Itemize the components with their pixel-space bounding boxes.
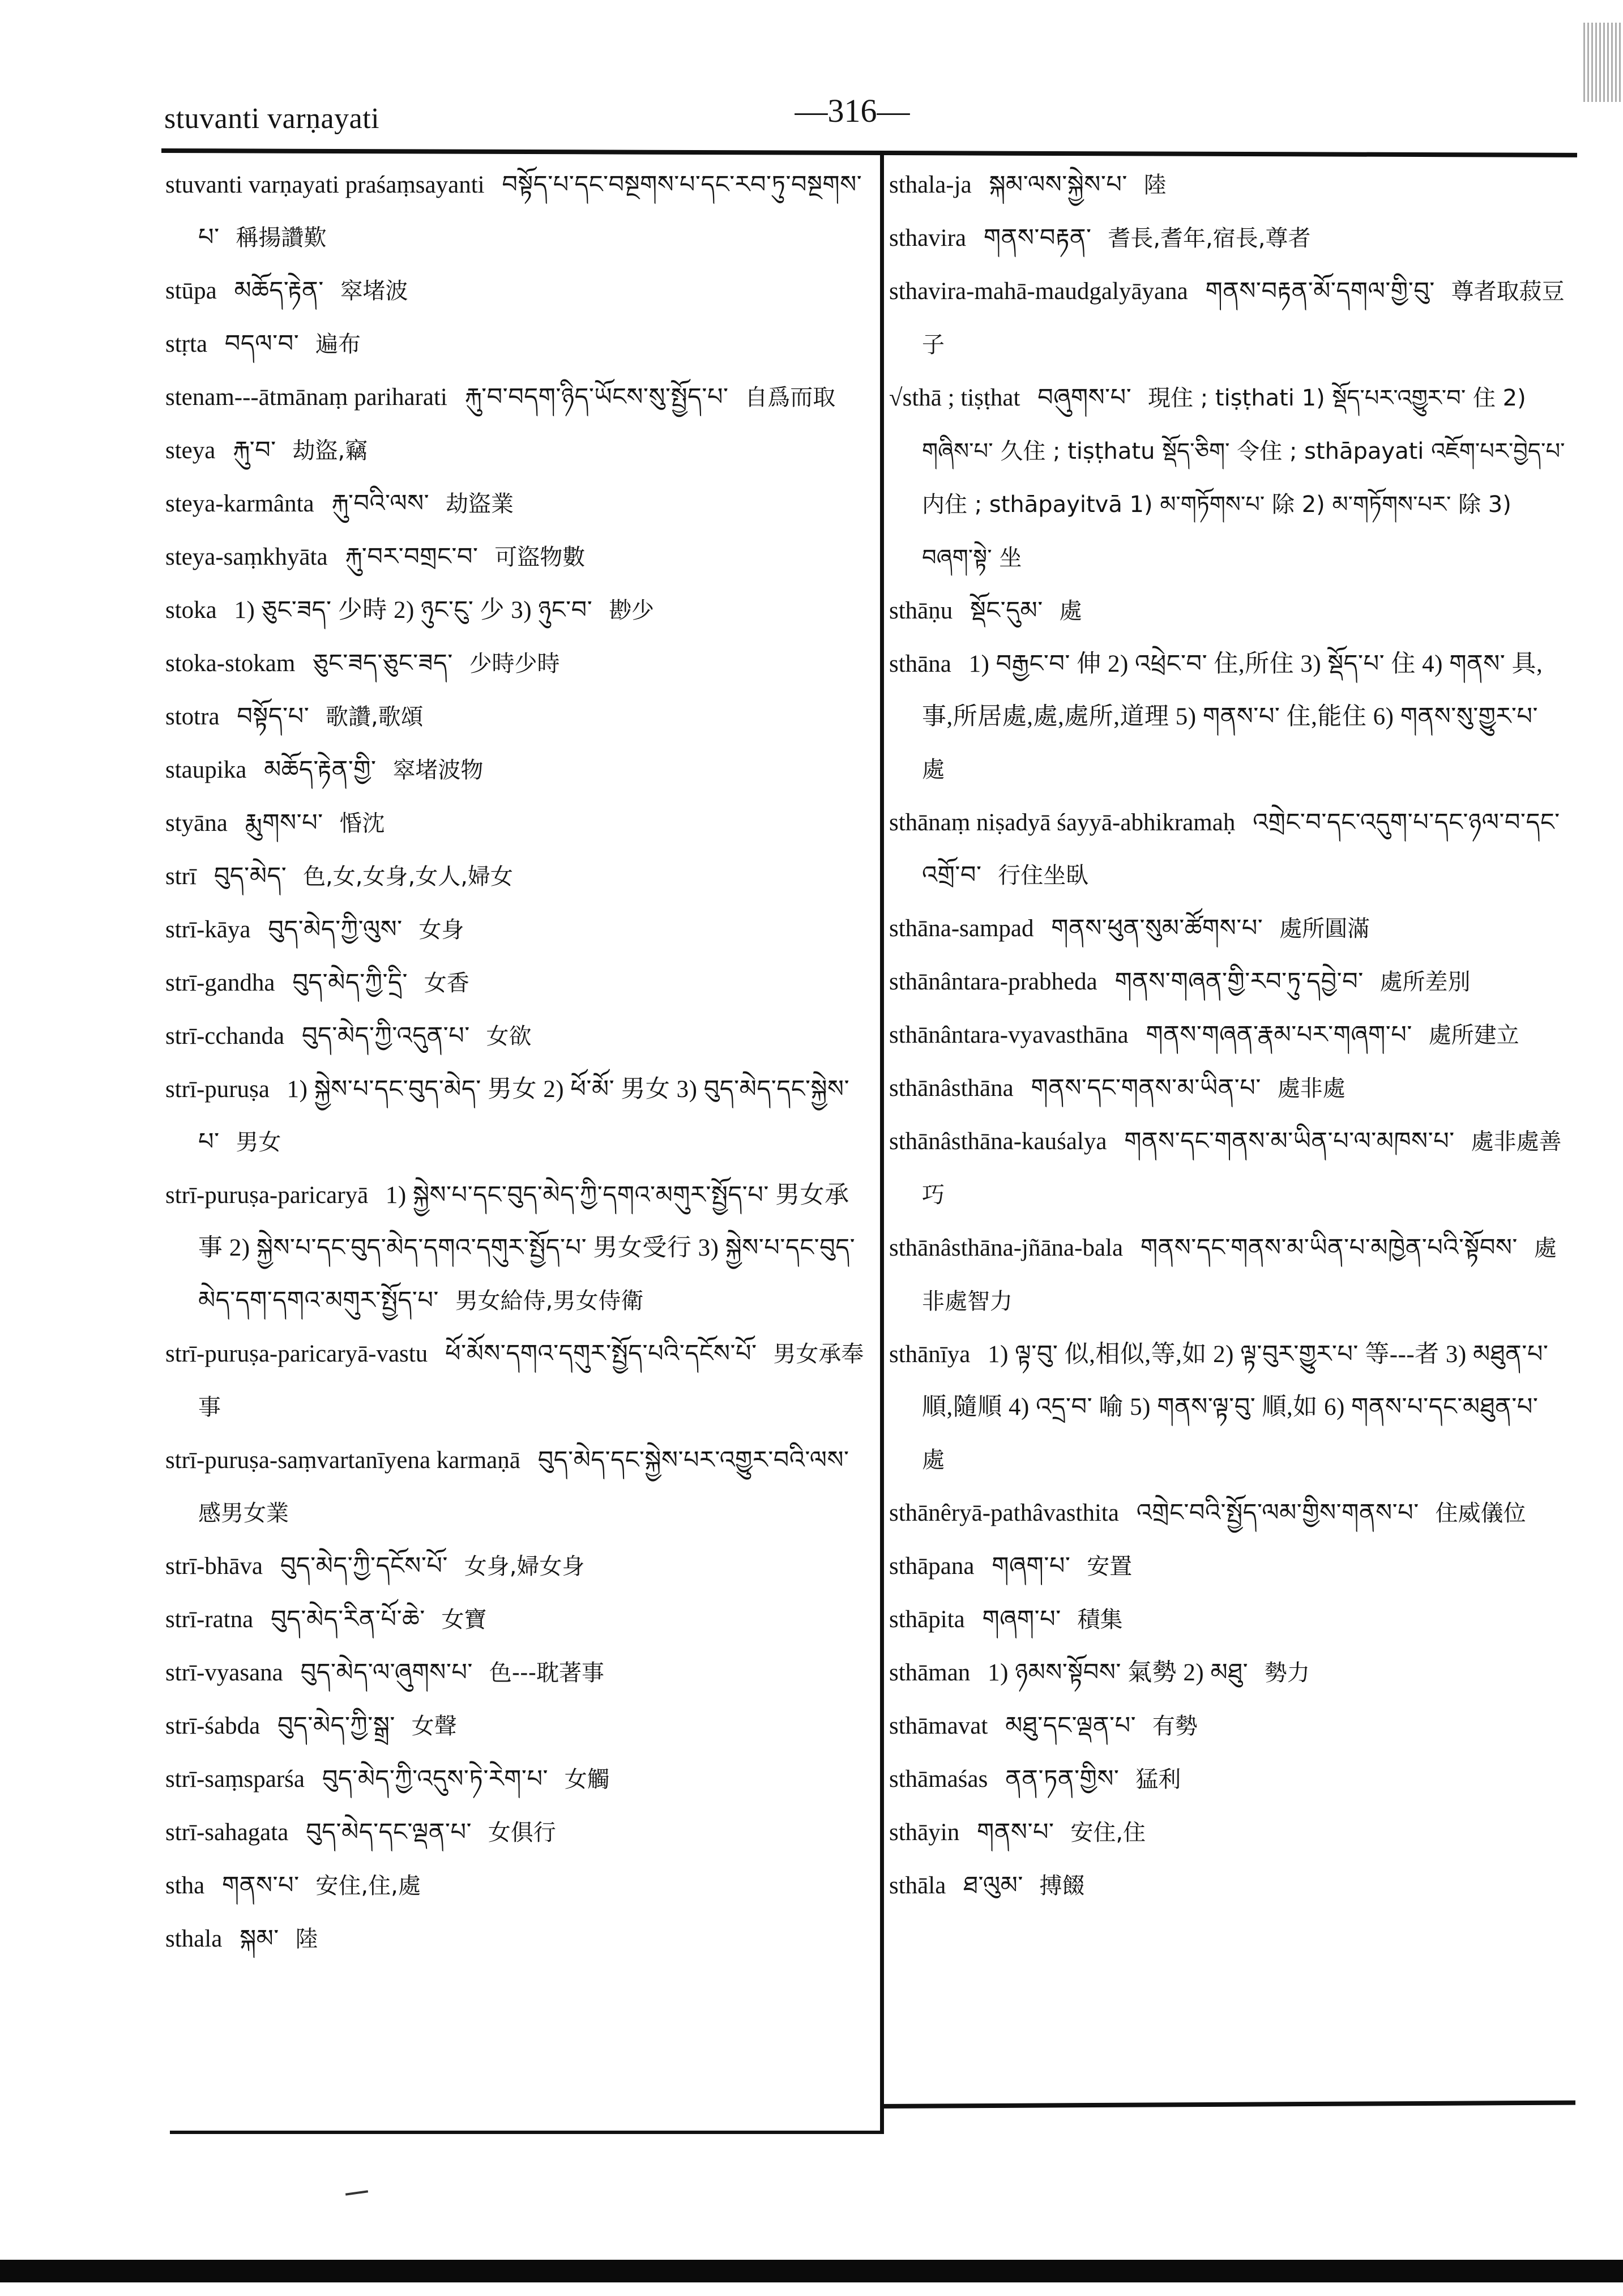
header-rule [161,148,1577,157]
chinese-gloss: 耆長,耆年,宿長,尊者 [1108,225,1311,251]
chinese-gloss: 男女給侍,男女侍衛 [455,1288,644,1314]
headword: strī-puruṣa-paricaryā-vastu [165,1341,428,1367]
chinese-gloss: 處所建立 [1428,1022,1519,1048]
dictionary-entry [889,1806,1569,1859]
tibetan-equivalent: གནས་དང་གནས་མ་ཡིན་པ་ལ་མཁས་པ་ [1124,1128,1455,1155]
headword: sthāna [889,651,951,677]
headword: sthāṇu [889,598,953,624]
headword: sthānêryā-pathâvasthita [889,1500,1119,1526]
chinese-gloss: 女香 [424,970,469,996]
tibetan-equivalent: 1) སྐྱེས་པ་དང་བུད་མེད་ཀྱི་དགའ་མགུར་སྤྱོད་པ་ 男女承事 2) སྐྱེས་པ་དང་བུད་མེད་དགའ་དགུར་སྤྱོད་པ་ 男女受行 3) སྐྱེས་པ་དང་བུད་མེད་དག་དགའ་མགུར་སྤྱོད་པ་ [198,1182,856,1314]
dictionary-entry [889,1328,1569,1487]
tibetan-equivalent: གནས་གཞན་གྱི་རབ་ཏུ་དབྱེ་བ་ [1114,968,1364,995]
chinese-gloss: 惛沈 [339,810,385,837]
dictionary-entry [165,371,873,424]
chinese-gloss: 處所差別 [1379,969,1471,995]
dictionary-entry [889,1859,1569,1913]
dictionary-entry [165,1913,873,1966]
headword: stuvanti varṇayati praśaṃsayanti [165,172,485,198]
chinese-gloss: 劫盜,竊 [292,438,368,464]
chinese-gloss: 處非處 [1277,1076,1346,1102]
chinese-gloss: 勢力 [1264,1660,1310,1686]
dictionary-entry [889,1646,1569,1700]
headword: strī [165,863,197,890]
chinese-gloss: 女身 [418,917,464,943]
tibetan-equivalent: མཆོད་རྟེན་གྱི་ [264,757,377,783]
dictionary-entry [889,1753,1569,1806]
chinese-gloss: 處非處善巧 [922,1129,1562,1208]
dictionary-entry [889,212,1569,265]
headword: sthala [165,1926,223,1952]
dictionary-entry [165,1328,873,1434]
tibetan-equivalent: རྐུ་བ་ [233,437,276,464]
tibetan-equivalent: གནས་གཞན་རྣམ་པར་གཞག་པ་ [1146,1022,1412,1048]
chinese-gloss: 安住,住,處 [315,1873,421,1899]
headword: stoka [165,597,217,624]
dictionary-entry [165,903,873,957]
dictionary-entry [165,957,873,1010]
chinese-gloss: 男女承奉事 [198,1341,864,1420]
chinese-gloss: 女俱行 [488,1820,556,1846]
headword: strī-sahagata [165,1819,289,1846]
tibetan-equivalent: རྐུ་བར་བགྲང་བ་ [345,544,479,570]
tibetan-equivalent: 1) ལྟ་བུ་ 似,相似,等,如 2) ལྟ་བུར་གྱུར་པ་ 等---者 3) མཐུན་པ་ 順,隨順 4) འདྲ་བ་ 喻 5) གནས་ལྟ་བུ་ 順,如 6) གནས་པ་དང་མཐུན་པ་ [922,1341,1549,1420]
chinese-gloss: 搏餟 [1039,1873,1085,1899]
headword: steya-saṃkhyāta [165,544,328,570]
tibetan-equivalent: བུད་མེད་དང་སྐྱེས་པར་འགྱུར་བའི་ལས་ [537,1447,849,1474]
dictionary-entry [889,638,1569,796]
scan-artifact [1583,23,1623,102]
headword: steya-karmânta [165,490,314,517]
chinese-gloss: 遍布 [315,331,361,357]
headword: sthānântara-vyavasthāna [889,1022,1129,1048]
chinese-gloss: 可盜物數 [494,544,586,570]
tibetan-equivalent: བདལ་བ་ [224,331,300,357]
tibetan-equivalent: གནས་བརྟན་མོ་དགལ་གྱི་བུ་ [1205,278,1435,305]
right-column [889,159,1569,1913]
chinese-gloss: 窣堵波物 [392,757,484,783]
tibetan-equivalent: བུད་མེད་དང་ལྡན་པ་ [306,1819,472,1846]
headword: strī-śabda [165,1713,260,1739]
headword: strī-puruṣa-saṃvartanīyena karmaṇā [165,1447,520,1474]
headword: stenam---ātmānaṃ pariharati [165,384,447,411]
chinese-gloss: 稱揚讚歎 [236,225,327,251]
chinese-gloss: 處 [1059,598,1082,624]
chinese-gloss: 尊者取菽豆子 [922,279,1565,358]
tibetan-equivalent: གནས་པ་ [976,1819,1054,1846]
tibetan-equivalent: བུད་མེད་ཀྱི་ལུས་ [268,916,403,943]
chinese-gloss: 處所圓滿 [1279,916,1370,942]
headword: sthāna-sampad [889,915,1034,942]
left-column [165,159,873,1966]
dictionary-entry [165,318,873,371]
chinese-gloss: 少時少時 [469,651,560,677]
dictionary-entry [165,1434,873,1540]
dictionary-entry [889,265,1569,372]
chinese-gloss: 猛利 [1135,1766,1181,1793]
chinese-gloss: 自爲而取 [745,385,836,411]
headword: sthānâsthāna-kauśalya [889,1128,1107,1155]
dictionary-entry [889,1115,1569,1222]
dictionary-entry [889,1062,1569,1115]
tibetan-equivalent: ཐ་ལུམ་ [963,1872,1023,1899]
headword: sthāpita [889,1606,965,1633]
dictionary-entry [889,1700,1569,1753]
headword: stha [165,1872,205,1899]
tibetan-equivalent: བུད་མེད་ཀྱི་སྒྲ་ [277,1713,395,1739]
tibetan-equivalent: ནན་ཏན་གྱིས་ [1005,1766,1120,1793]
chinese-gloss: 感男女業 [198,1500,289,1526]
dictionary-entry [889,1009,1569,1062]
headword: sthānântara-prabheda [889,968,1097,995]
tibetan-equivalent: བཞུགས་པ་ [1037,385,1132,411]
chinese-gloss: 女觸 [564,1766,610,1793]
tibetan-equivalent: 1) བརྒྱང་བ་ 伸 2) འཕྲེང་བ་ 住,所住 3) སྡོད་པ་ 住 4) གནས་ 具,事,所居處,處,處所,道理 5) གནས་པ་ 住,能住 6) གནས་སུ་གྱུར་པ་ [922,651,1543,730]
dictionary-entry [165,477,873,531]
dictionary-entry [165,1593,873,1646]
dictionary-entry [165,1010,873,1063]
tibetan-equivalent: འགྲེང་བ་དང་འདུག་པ་དང་ཉལ་བ་དང་འགྲོ་བ་ [922,809,1560,889]
dictionary-entry [889,1487,1569,1540]
dictionary-entry [165,1806,873,1859]
tibetan-equivalent: གཞག་པ་ [992,1553,1071,1580]
headword: sthāla [889,1872,946,1899]
dictionary-entry [165,1540,873,1593]
headword: sthānâsthāna-jñāna-bala [889,1235,1124,1261]
headword: sthāpana [889,1553,975,1580]
tibetan-equivalent: རྐུ་བ་བདག་ཉིད་ཡོངས་སུ་སྤྱོད་པ་ [464,384,729,411]
tibetan-equivalent: འགྲེང་བའི་སྤྱོད་ལམ་གྱིས་གནས་པ་ [1136,1500,1419,1526]
dictionary-entry [165,1169,873,1328]
dictionary-entry [889,1222,1569,1328]
headword: staupika [165,757,247,783]
chinese-gloss: 尠少 [609,598,654,624]
dictionary-entry [889,955,1569,1009]
chinese-gloss: 陸 [1143,172,1167,198]
chinese-gloss: 處 [922,757,945,783]
tibetan-equivalent: བསྟོད་པ་དང་བསྔགས་པ་དང་རབ་ཏུ་བསྔགས་པ་ [198,172,862,251]
tibetan-equivalent: སྡོང་དུམ་ [970,598,1043,624]
headword: styāna [165,810,228,837]
dictionary-entry [165,690,873,744]
dictionary-entry [165,424,873,477]
tibetan-equivalent: མཆོད་རྟེན་ [234,278,324,304]
tibetan-equivalent: བུད་མེད་ཀྱི་འདུན་པ་ [301,1023,470,1049]
headword: strī-puruṣa-paricaryā [165,1182,369,1209]
tibetan-equivalent: རྐུ་བའི་ལས་ [331,490,430,517]
dictionary-entry [165,1753,873,1806]
headword: stoka-stokam [165,650,296,677]
chinese-gloss: 現住 ; tiṣṭhati 1) སྡོད་པར་འགྱུར་བ་ 住 2) གཞིས་པ་ 久住 ; tiṣṭhatu སྡོད་ཅིག་ 令住 ; sthāpayati འཇོག་པར་བྱེད་པ་ 内住 ; sthāpayitvā 1) མ་གཏོགས་པ་ 除 2) མ་གཏོགས་པར་ 除 3) བཞག་སྟེ་ 坐 [922,385,1565,571]
tibetan-equivalent: རྨུགས་པ་ [245,810,323,837]
chinese-gloss: 積集 [1077,1607,1123,1633]
dictionary-entry [165,1859,873,1913]
headword: strī-saṃsparśa [165,1766,305,1793]
dictionary-entry [889,902,1569,955]
tibetan-equivalent: གཞག་པ་ [982,1606,1061,1633]
chinese-gloss: 處 [922,1447,945,1473]
dictionary-entry [889,796,1569,902]
dictionary-entry [889,584,1569,638]
tibetan-equivalent: བུད་མེད་ཀྱི་འདུས་ཏེ་རེག་པ་ [322,1766,549,1793]
headword: sthāyin [889,1819,960,1846]
dictionary-entry [889,1540,1569,1593]
tibetan-equivalent: གནས་ཕུན་སུམ་ཚོགས་པ་ [1051,915,1263,942]
left-column-end-rule [170,2131,880,2134]
chinese-gloss: 劫盜業 [445,491,514,517]
headword: strī-vyasana [165,1659,283,1686]
dictionary-entry [165,1063,873,1169]
chinese-gloss: 色,女,女身,女人,婦女 [303,864,513,890]
dictionary-entry [165,584,873,637]
tibetan-equivalent: བསྟོད་པ་ [237,703,310,730]
headword: stṛta [165,331,208,357]
headword: sthavira [889,225,967,251]
tibetan-equivalent: ཕོ་མོས་དགའ་དགུར་སྤྱོད་པའི་དངོས་པོ་ [445,1341,757,1367]
chinese-gloss: 女欲 [486,1023,532,1049]
dictionary-entry [165,159,873,264]
headword: sthānâsthāna [889,1075,1014,1102]
column-divider [880,152,884,2134]
tibetan-equivalent: ཅུང་ཟད་ཅུང་ཟད་ [313,650,453,677]
chinese-gloss: 安置 [1087,1554,1133,1580]
dictionary-entry [165,744,873,797]
chinese-gloss: 女寶 [441,1607,487,1633]
dictionary-entry [165,1646,873,1700]
dictionary-entry [889,1593,1569,1646]
tibetan-equivalent: གནས་དང་གནས་མ་ཡིན་པ་ [1031,1075,1261,1102]
dictionary-entry [165,1700,873,1753]
dictionary-entry [889,159,1569,212]
chinese-gloss: 處非處智力 [922,1235,1557,1315]
headword: strī-gandha [165,970,275,996]
tibetan-equivalent: གནས་བརྟན་ [983,225,1092,251]
headword: sthānīya [889,1341,971,1368]
tibetan-equivalent: གནས་དང་གནས་མ་ཡིན་པ་མཁྱེན་པའི་སྟོབས་ [1140,1235,1518,1261]
tibetan-equivalent: སྐམ་ [240,1926,279,1952]
chinese-gloss: 女身,婦女身 [464,1554,585,1580]
chinese-gloss: 住威儀位 [1435,1500,1526,1526]
dictionary-entry [165,850,873,903]
dictionary-entry [165,531,873,584]
headword: sthāman [889,1659,971,1686]
tibetan-equivalent: བུད་མེད་ཀྱི་དངོས་པོ་ [280,1553,448,1580]
chinese-gloss: 安住,住 [1070,1820,1146,1846]
tibetan-equivalent: གནས་པ་ [222,1872,300,1899]
chinese-gloss: 色---耽著事 [489,1660,605,1686]
tibetan-equivalent: བུད་མེད་རིན་པོ་ཆེ་ [270,1606,425,1633]
headword: steya [165,437,216,464]
right-column-end-rule [880,2101,1575,2109]
headword: stūpa [165,278,217,304]
chinese-gloss: 行住坐臥 [998,863,1089,889]
chinese-gloss: 窣堵波 [340,278,408,304]
tibetan-equivalent: སྐམ་ལས་སྐྱེས་པ་ [989,172,1127,198]
running-head: stuvanti varṇayati [164,103,380,135]
headword: strī-bhāva [165,1553,263,1580]
scan-speck [345,2190,368,2196]
page-number: —316— [795,92,910,129]
dictionary-entry [165,637,873,690]
tibetan-equivalent: མཐུ་དང་ལྡན་པ་ [1005,1713,1137,1739]
chinese-gloss: 女聲 [411,1713,457,1739]
chinese-gloss: 男女 [236,1129,281,1155]
headword: strī-kāya [165,916,251,943]
tibetan-equivalent: 1) སྐྱེས་པ་དང་བུད་མེད་ 男女 2) ཕོ་མོ་ 男女 3) བུད་མེད་དང་སྐྱེས་པ་ [198,1076,850,1155]
dictionary-entry [889,372,1569,584]
headword: √sthā ; tiṣṭhat [889,385,1020,411]
chinese-gloss: 有勢 [1152,1713,1198,1739]
headword: stotra [165,703,220,730]
tibetan-equivalent: བུད་མེད་ཀྱི་དྲི་ [292,970,408,996]
headword: strī-cchanda [165,1023,285,1049]
tibetan-equivalent: 1) ཅུང་ཟད་ 少時 2) ཉུང་ངུ་ 少 3) ཉུང་བ་ [234,597,593,624]
headword: sthāmavat [889,1713,988,1739]
scan-edge-bar [0,2260,1623,2282]
tibetan-equivalent: 1) ཉམས་སྟོབས་ 氣勢 2) མཐུ་ [988,1659,1249,1686]
headword: strī-ratna [165,1606,254,1633]
chinese-gloss: 陸 [295,1926,318,1952]
headword: sthala-ja [889,172,972,198]
headword: strī-puruṣa [165,1076,270,1103]
dictionary-entry [165,264,873,318]
headword: sthavira-mahā-maudgalyāyana [889,278,1188,305]
headword: sthāmaśas [889,1766,988,1793]
tibetan-equivalent: བུད་མེད་ [213,863,287,890]
tibetan-equivalent: བུད་མེད་ལ་ཞུགས་པ་ [300,1659,473,1686]
headword: sthānaṃ niṣadyā śayyā-abhikramaḥ [889,809,1236,836]
dictionary-entry [165,797,873,850]
chinese-gloss: 歌讚,歌頌 [326,704,424,730]
